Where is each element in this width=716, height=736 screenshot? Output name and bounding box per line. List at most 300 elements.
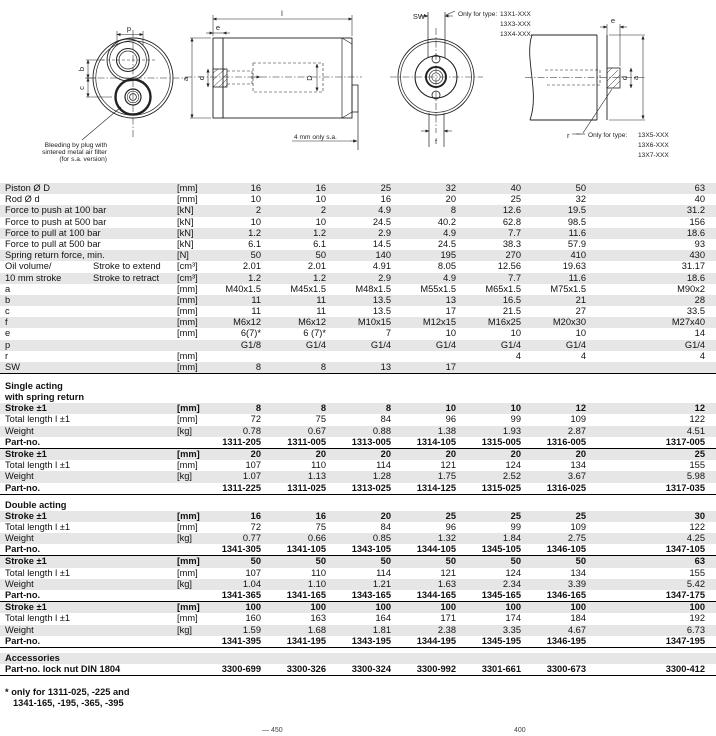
value-cell: 4 — [580, 350, 586, 361]
row-unit: [cm³] — [177, 261, 198, 272]
row-label: p — [5, 339, 11, 350]
row-unit: [kg] — [177, 578, 192, 589]
row-label-cell — [5, 568, 177, 579]
value-cell: 5.42 — [686, 578, 705, 589]
row-label: Total length l ±1 — [5, 521, 71, 532]
value-cell: 12.6 — [502, 205, 521, 216]
table-row — [0, 217, 716, 228]
value-cell: 4.9 — [443, 272, 456, 283]
value-cell: 8 — [255, 403, 261, 414]
value-cell: 62.8 — [502, 216, 521, 227]
value-cell: 20 — [445, 194, 456, 205]
value-cell: 1.38 — [437, 425, 456, 436]
value-cell: 2.87 — [567, 425, 586, 436]
value-cell: 20 — [250, 448, 261, 459]
value-cell: 1.93 — [502, 425, 521, 436]
value-cell: 21 — [575, 294, 586, 305]
sa-note: 4 mm only s.a. — [294, 134, 337, 141]
value-cell: 1313-005 — [351, 436, 391, 447]
value-cell: 184 — [570, 613, 586, 624]
section-title-line: Single acting — [5, 381, 63, 392]
dim-label-sw: SW — [412, 12, 425, 21]
row-sublabel: Stroke to extend — [93, 261, 161, 272]
value-cell: 1315-005 — [481, 436, 521, 447]
row-label-cell — [5, 483, 177, 494]
value-cell: 1346-195 — [546, 635, 586, 646]
table-row — [0, 250, 716, 261]
row-label: f — [5, 317, 8, 328]
value-cell: 1344-105 — [416, 544, 456, 555]
value-cell: 1.84 — [502, 533, 521, 544]
value-cell: 17 — [445, 362, 456, 372]
value-cell: 114 — [376, 460, 391, 471]
row-label-cell — [5, 250, 177, 261]
value-cell: 10 — [250, 194, 261, 205]
value-cell: 430 — [689, 250, 705, 261]
table-row — [0, 362, 716, 374]
type-code-13x6: 13X6-XXX — [638, 142, 669, 149]
value-cell: 0.66 — [307, 533, 326, 544]
row-unit: [mm] — [177, 328, 198, 339]
table-row — [0, 205, 716, 216]
value-cell: 13 — [380, 362, 391, 372]
footnote-line2: 1341-165, -195, -365, -395 — [13, 698, 124, 709]
value-cell: 12 — [575, 403, 586, 414]
value-cell: M65x1.5 — [485, 283, 521, 294]
value-cell: 1317-035 — [665, 482, 705, 493]
value-cell: 3.39 — [567, 578, 586, 589]
value-cell: M10x15 — [357, 317, 391, 328]
value-cell: M12x15 — [422, 317, 456, 328]
row-label-cell — [5, 437, 177, 448]
value-cell: 109 — [570, 521, 586, 532]
value-cell: 0.77 — [242, 533, 261, 544]
row-label-cell — [5, 306, 177, 317]
row-unit: [mm] — [177, 350, 198, 361]
table-row — [0, 579, 716, 590]
value-cell: 20 — [380, 448, 391, 459]
value-cell: 1341-395 — [221, 635, 261, 646]
value-cell: 25 — [694, 448, 705, 459]
row-label: Part-no. — [5, 635, 41, 646]
value-cell: 1343-105 — [351, 544, 391, 555]
value-cell: 1.2 — [248, 227, 261, 238]
value-cell: 3300-699 — [221, 663, 261, 674]
row-label-cell — [5, 511, 177, 522]
table-row — [0, 284, 716, 295]
type-code-13x3: 13X3-XXX — [500, 21, 531, 28]
row-label: Force to push at 500 bar — [5, 216, 107, 227]
value-cell: 1341-195 — [286, 635, 326, 646]
value-cell: 1346-165 — [546, 590, 586, 600]
value-cell: 2.52 — [502, 471, 521, 482]
value-cell: 16.5 — [502, 294, 521, 305]
value-cell: 1311-025 — [287, 482, 326, 493]
dim-label-d: d — [197, 75, 206, 81]
value-cell: 11 — [251, 294, 261, 305]
row-label: Total length l ±1 — [5, 414, 71, 425]
row-label: Piston Ø D — [5, 183, 50, 193]
value-cell: 12.56 — [497, 261, 521, 272]
value-cell: 25 — [445, 510, 456, 521]
value-cell: 8 — [320, 403, 326, 414]
row-label: Part-no. — [5, 482, 41, 493]
value-cell: 72 — [250, 414, 261, 425]
value-cell: 2.01 — [242, 261, 261, 272]
table-row — [0, 664, 716, 676]
value-cell: 4 — [699, 350, 705, 361]
value-cell: 25 — [380, 183, 391, 193]
table-row — [0, 590, 716, 602]
type-code-13x4: 13X4-XXX — [500, 31, 531, 38]
value-cell: 4 — [515, 350, 521, 361]
value-cell: 109 — [570, 414, 586, 425]
value-cell: 100 — [505, 602, 521, 613]
row-label-cell — [5, 205, 177, 216]
table-row — [0, 194, 716, 205]
value-cell: 40 — [510, 183, 521, 193]
only-for-type-bottom-prefix: Only for type: — [588, 132, 628, 139]
table-row — [0, 351, 716, 362]
row-label: e — [5, 328, 11, 339]
section-title-line: Accessories — [5, 652, 60, 663]
row-unit: [kN] — [177, 238, 194, 249]
value-cell: 11 — [251, 306, 261, 317]
row-label: 10 mm stroke — [5, 272, 62, 283]
row-unit: [cm³] — [177, 272, 198, 283]
value-cell: 134 — [570, 567, 586, 578]
dim-label-r: r — [567, 131, 570, 140]
row-unit: [mm] — [177, 317, 198, 328]
table-row — [0, 533, 716, 544]
value-cell: 93 — [694, 238, 705, 249]
section-title-line: Double acting — [5, 499, 67, 510]
value-cell: G1/4 — [370, 339, 391, 350]
row-label-cell — [5, 602, 177, 613]
value-cell: 164 — [375, 613, 391, 624]
value-cell: 110 — [311, 460, 326, 471]
row-label: c — [5, 306, 10, 317]
value-cell: 6.1 — [248, 238, 261, 249]
dim-label-d2: d — [620, 75, 629, 81]
value-cell: 16 — [315, 510, 326, 521]
dim-label-e2: e — [610, 16, 616, 25]
specifications-content — [0, 183, 716, 709]
row-label: Total length l ±1 — [5, 613, 71, 624]
row-unit: [kg] — [177, 624, 192, 635]
value-cell: 4.9 — [378, 205, 391, 216]
type-code-13x7: 13X7-XXX — [638, 152, 669, 159]
value-cell: 270 — [505, 250, 521, 261]
value-cell: 24.5 — [372, 216, 391, 227]
value-cell: 1341-105 — [286, 544, 326, 555]
table-row — [0, 328, 716, 339]
value-cell: 156 — [689, 216, 705, 227]
table-row — [0, 228, 716, 239]
row-unit: [mm] — [177, 602, 200, 613]
value-cell: 96 — [445, 414, 456, 425]
value-cell: 107 — [245, 460, 261, 471]
value-cell: 124 — [505, 460, 521, 471]
value-cell: 10 — [575, 328, 586, 339]
value-cell: 3300-992 — [416, 663, 456, 674]
value-cell: 1341-365 — [221, 590, 261, 600]
row-label: Force to pull at 100 bar — [5, 227, 101, 238]
value-cell: 8 — [385, 403, 391, 414]
row-label-cell — [5, 636, 177, 647]
value-cell: 2.9 — [378, 272, 391, 283]
value-cell: 50 — [250, 250, 261, 261]
row-unit: [mm] — [177, 613, 198, 624]
value-cell: 121 — [440, 567, 456, 578]
value-cell: 1344-165 — [416, 590, 456, 600]
value-cell: 192 — [689, 613, 705, 624]
value-cell: 1.07 — [242, 471, 261, 482]
value-cell: 10 — [445, 328, 456, 339]
value-cell: 7.7 — [508, 227, 521, 238]
only-for-type-top-prefix: Only for type: — [458, 11, 498, 18]
value-cell: 4.91 — [372, 261, 391, 272]
value-cell: M75x1.5 — [550, 283, 586, 294]
table-row — [0, 460, 716, 471]
value-cell: 1.21 — [372, 578, 391, 589]
row-unit: [mm] — [177, 306, 198, 317]
row-label-cell — [5, 426, 177, 437]
value-cell: 18.6 — [686, 227, 705, 238]
row-unit: [mm] — [177, 510, 200, 521]
value-cell: 2.38 — [437, 624, 456, 635]
value-cell: 27 — [575, 306, 586, 317]
value-cell: 10 — [445, 403, 456, 414]
row-label-cell — [5, 460, 177, 471]
value-cell: 57.9 — [567, 238, 586, 249]
row-unit: [mm] — [177, 460, 198, 471]
value-cell: 18.6 — [686, 272, 705, 283]
value-cell: M90x2 — [677, 283, 705, 294]
value-cell: 20 — [445, 448, 456, 459]
row-label: Oil volume/ — [5, 261, 52, 272]
value-cell: 40 — [694, 194, 705, 205]
cutoff-fragment-left: — 450 — [262, 727, 283, 734]
row-unit: [N] — [177, 250, 189, 261]
row-unit: [kN] — [177, 216, 194, 227]
row-label-cell — [5, 273, 177, 284]
value-cell: 14 — [694, 328, 705, 339]
table-row — [0, 483, 716, 495]
value-cell: 11 — [316, 306, 326, 317]
row-unit: [mm] — [177, 556, 200, 567]
row-label-cell — [5, 351, 177, 362]
dim-label-l: l — [281, 9, 283, 18]
row-label: a — [5, 283, 11, 294]
value-cell: 17 — [445, 306, 456, 317]
value-cell: 16 — [380, 194, 391, 205]
front-view-drawing — [390, 11, 483, 147]
value-cell: 13.5 — [372, 294, 391, 305]
value-cell: 121 — [440, 460, 456, 471]
row-label: Weight — [5, 624, 34, 635]
row-label: r — [5, 350, 9, 361]
row-label: Part-no. lock nut DIN 1804 — [5, 663, 121, 674]
value-cell: 10 — [510, 328, 521, 339]
value-cell: 1.2 — [248, 272, 261, 283]
table-row — [0, 403, 716, 414]
table-row — [0, 511, 716, 522]
value-cell: 2.75 — [567, 533, 586, 544]
value-cell: 31.17 — [681, 261, 705, 272]
value-cell: 100 — [245, 602, 261, 613]
value-cell: M20x30 — [552, 317, 586, 328]
value-cell: 8 — [450, 205, 456, 216]
row-label-cell — [5, 228, 177, 239]
value-cell: 124 — [505, 567, 521, 578]
value-cell: 3.35 — [502, 624, 521, 635]
row-label-cell — [5, 556, 177, 567]
dim-label-D: D — [305, 75, 314, 81]
value-cell: 32 — [445, 183, 456, 193]
row-label: SW — [5, 362, 20, 372]
row-label-cell — [5, 590, 177, 601]
value-cell: 3300-412 — [665, 663, 705, 674]
value-cell: 3.67 — [567, 471, 586, 482]
value-cell: 19.63 — [562, 261, 586, 272]
value-cell: 7.7 — [508, 272, 521, 283]
value-cell: 12 — [694, 403, 705, 414]
value-cell: 8.05 — [437, 261, 456, 272]
row-label-cell — [5, 194, 177, 205]
value-cell: 1.28 — [372, 471, 391, 482]
value-cell: 4.67 — [567, 624, 586, 635]
value-cell: 63 — [694, 183, 705, 193]
row-unit: [kg] — [177, 533, 192, 544]
table-row — [0, 437, 716, 449]
value-cell: 1345-165 — [481, 590, 521, 600]
value-cell: 1341-305 — [221, 544, 261, 555]
value-cell: 140 — [375, 250, 391, 261]
value-cell: 50 — [575, 556, 586, 567]
value-cell: 11 — [316, 294, 326, 305]
value-cell: 1311-225 — [222, 482, 261, 493]
row-label-cell — [5, 217, 177, 228]
side-view-drawing — [185, 15, 362, 150]
row-label: Spring return force, min. — [5, 250, 105, 261]
row-label-cell — [5, 261, 177, 272]
value-cell: 25 — [575, 510, 586, 521]
value-cell: 99 — [510, 414, 521, 425]
value-cell: 0.78 — [242, 425, 261, 436]
value-cell: 410 — [570, 250, 586, 261]
value-cell: 1316-025 — [546, 482, 586, 493]
value-cell: 4.51 — [686, 425, 705, 436]
row-label-cell — [5, 664, 177, 675]
row-label: Stroke ±1 — [5, 602, 47, 613]
table-row — [0, 340, 716, 351]
value-cell: 1346-105 — [546, 544, 586, 555]
value-cell: 0.88 — [372, 425, 391, 436]
value-cell: 1.68 — [307, 624, 326, 635]
table-row — [0, 613, 716, 624]
value-cell: 1.63 — [437, 578, 456, 589]
value-cell: 38.3 — [502, 238, 521, 249]
value-cell: 25 — [510, 510, 521, 521]
end-view-drawing — [82, 30, 187, 140]
value-cell: 33.5 — [686, 306, 705, 317]
row-label-cell — [5, 239, 177, 250]
drawings-svg — [0, 0, 716, 182]
row-unit: [mm] — [177, 414, 198, 425]
row-label-cell — [5, 183, 177, 194]
value-cell: 1313-025 — [351, 482, 391, 493]
type-code-13x1: 13X1-XXX — [500, 11, 531, 18]
row-unit: [mm] — [177, 194, 198, 205]
specifications-table — [0, 183, 716, 676]
value-cell: 10 — [315, 194, 326, 205]
row-label: Stroke ±1 — [5, 448, 47, 459]
value-cell: G1/4 — [684, 339, 705, 350]
value-cell: 72 — [250, 521, 261, 532]
value-cell: 1344-195 — [416, 635, 456, 646]
value-cell: 122 — [689, 414, 705, 425]
row-label: Weight — [5, 425, 34, 436]
value-cell: G1/4 — [500, 339, 521, 350]
value-cell: 1343-165 — [351, 590, 391, 600]
value-cell: 171 — [440, 613, 456, 624]
value-cell: 100 — [689, 602, 705, 613]
value-cell: 40.2 — [437, 216, 456, 227]
dim-label-a2: a — [631, 75, 640, 81]
row-unit: [mm] — [177, 448, 200, 459]
value-cell: 8 — [255, 362, 261, 372]
value-cell: 50 — [445, 556, 456, 567]
value-cell: 122 — [689, 521, 705, 532]
value-cell: 1.10 — [307, 578, 326, 589]
table-row — [0, 426, 716, 437]
value-cell: 110 — [311, 567, 326, 578]
table-row — [0, 568, 716, 579]
row-label: Weight — [5, 578, 34, 589]
value-cell: 1.75 — [437, 471, 456, 482]
value-cell: 31.2 — [686, 205, 705, 216]
value-cell: 1345-105 — [481, 544, 521, 555]
value-cell: 6 (7)* — [303, 328, 326, 339]
section-title — [0, 500, 716, 511]
value-cell: 10 — [315, 216, 326, 227]
value-cell: 50 — [510, 556, 521, 567]
value-cell: 6(7)* — [240, 328, 261, 339]
row-unit: [mm] — [177, 403, 200, 414]
value-cell: 107 — [245, 567, 261, 578]
value-cell: 195 — [440, 250, 456, 261]
row-unit: [mm] — [177, 294, 198, 305]
table-row — [0, 602, 716, 613]
value-cell: 1314-125 — [416, 482, 456, 493]
value-cell: 84 — [380, 414, 391, 425]
value-cell: 4.9 — [443, 227, 456, 238]
table-row — [0, 183, 716, 194]
value-cell: 1.59 — [242, 624, 261, 635]
value-cell: 50 — [250, 556, 261, 567]
row-label-cell — [5, 414, 177, 425]
row-label: Stroke ±1 — [5, 403, 47, 414]
value-cell: 1.2 — [313, 227, 326, 238]
row-label-cell — [5, 625, 177, 636]
value-cell: 1347-195 — [665, 635, 705, 646]
row-sublabel: Stroke to retract — [93, 272, 160, 283]
row-label-cell — [5, 284, 177, 295]
value-cell: 25 — [510, 194, 521, 205]
row-label-cell — [5, 613, 177, 624]
value-cell: 7 — [385, 328, 391, 339]
